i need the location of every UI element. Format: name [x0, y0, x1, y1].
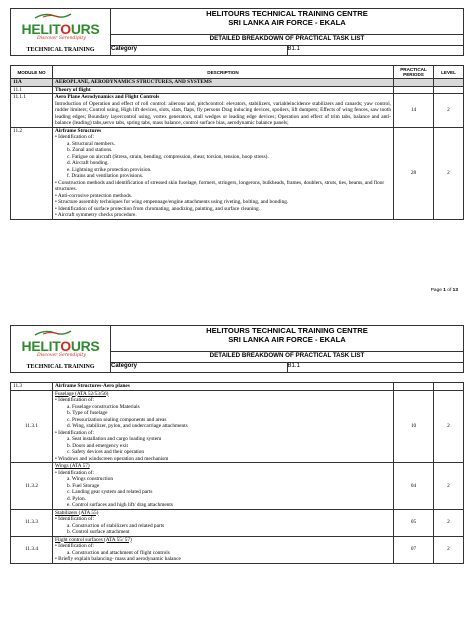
level-value: 2 — [434, 509, 464, 536]
list-item: • Briefly explain balancing- mass and aerodynamic balance — [55, 556, 181, 562]
module-no: 11.3.3 — [11, 509, 53, 536]
table-row — [11, 383, 464, 391]
list-item: • Structure assembly techniques for wing empennage/engine attachments using riveting, bolting, and bonding. — [55, 199, 289, 205]
logo-text: HELITOURS — [21, 338, 100, 354]
list-item: d. Wing, stabilizer, pylon, and undercarriage attachments — [67, 423, 188, 429]
section-no: 11A — [11, 79, 53, 87]
module-no: 11.3.4 — [11, 536, 53, 563]
periods-value: 10 — [394, 390, 434, 463]
list-item: d. Aircraft bonding. — [67, 160, 109, 166]
category-value: B1.1 — [287, 46, 464, 56]
section-row — [11, 79, 464, 87]
level-value: 2 — [434, 463, 464, 510]
page-number: Page 1 of 13 — [430, 288, 458, 293]
row-title: Airframe Structures-Aero planes — [53, 383, 394, 391]
logo-cell — [11, 9, 111, 56]
table-row — [11, 536, 464, 563]
col-level: LEVEL — [434, 66, 464, 79]
list-item: b. Control surface attachment — [67, 529, 130, 535]
list-item: a. Structural members. — [67, 140, 115, 147]
module-no: 11.3.2 — [11, 463, 53, 510]
list-item: c. Fatigue on aircraft (Stress, strain, bending, compression, shear, torsion, tension, hoop stress). — [67, 153, 269, 160]
table-row — [11, 390, 464, 463]
bird-swoosh-icon — [33, 329, 73, 337]
list-item: e. Lightning strike protection provision. — [67, 166, 152, 173]
task-table — [10, 65, 464, 220]
table-row — [11, 86, 464, 94]
training-label: TECHNICAL TRAINING — [26, 47, 95, 53]
logo-text: HELITOURS — [21, 21, 100, 37]
module-no: 11.3 — [11, 383, 53, 391]
list-item: c. Safety devices and their operation — [67, 449, 145, 455]
list-item: • Identification of: — [55, 516, 94, 522]
logo-tagline: Discover Serendipity — [37, 353, 86, 358]
header-subtitle: DETAILED BREAKDOWN OF PRACTICAL TASK LIST — [111, 352, 464, 363]
col-description: DESCRIPTION — [53, 66, 394, 79]
table-row — [11, 509, 464, 536]
col-module: MODULE NO — [11, 66, 53, 79]
category-value: B1.1 — [287, 363, 464, 373]
row-description — [53, 390, 394, 463]
list-item: • Identification of: — [55, 429, 94, 436]
row-text: Introduction of Operation and effect of roll control: ailerons and, pitchcontrol: elevators, stabilizers, variableincidence stabilizers and canards; yaw control, rudder limiters; Control using, High lift devices, slots, slats, flaps, fly persons Drag inducing devices, spoilers, lift dumpers; Effects of wing fences, saw tooth leading edges; Boundary layercontrol using, vortex generators, stall wedges or leading edge devices; Operation and effect of trim tabs, balance and anti-balance (leading) tabs,servo tabs, spring tabs, mass balance, control surface bias, aerodynamic balance panels; — [55, 100, 391, 126]
table-header-row — [11, 66, 464, 79]
periods-value: 07 — [394, 536, 434, 563]
row-description — [53, 127, 394, 219]
row-description — [53, 463, 394, 510]
list-item: a. Construction and attachment of flight controls — [67, 549, 170, 556]
header-table — [10, 325, 464, 373]
list-item: • Identification of: — [55, 397, 94, 403]
level-value: 2 — [434, 127, 464, 219]
row-description — [53, 509, 394, 536]
list-item: • Identification of surface protection from chromating, anodizing, painting, and surface cleaning. — [55, 205, 260, 212]
periods-value: 28 — [394, 127, 434, 219]
row-lines — [55, 134, 391, 219]
training-label: TECHNICAL TRAINING — [26, 364, 95, 370]
table-row — [11, 127, 464, 219]
table-row — [11, 94, 464, 128]
list-item: a. Fuselage construction Materials — [67, 403, 140, 410]
category-label: Category — [111, 46, 288, 56]
list-item: • Identification of: — [55, 543, 94, 549]
table-row — [11, 463, 464, 510]
periods-value: 04 — [394, 463, 434, 510]
row-title: Airframe Structures — [55, 127, 102, 134]
page-2 — [10, 317, 464, 564]
list-item: b. Zonal and stations. — [67, 147, 113, 153]
level-value: 2 — [434, 94, 464, 128]
level-value: 2 — [434, 536, 464, 563]
periods-value: 14 — [394, 94, 434, 128]
row-title: Flight control surfaces (ATA 55/ 57) — [55, 536, 132, 543]
list-item: • Windows and windscreen operation and mechanism — [55, 455, 169, 462]
list-item: b. Fuel Storage — [67, 482, 100, 489]
list-item: c. Pressurization sealing components and areas — [67, 416, 167, 423]
header-subtitle: DETAILED BREAKDOWN OF PRACTICAL TASK LIST — [111, 35, 464, 46]
logo-tagline: Discover Serendipity — [37, 36, 86, 41]
logo — [11, 9, 110, 45]
module-no: 11.2 — [11, 127, 53, 219]
module-no: 11.3.1 — [11, 390, 53, 463]
list-item: b. Doors and emergency exit — [67, 442, 128, 449]
task-table — [10, 382, 464, 564]
list-item: f. Drains and ventilation provisions. — [67, 173, 144, 179]
list-item: d. Pylon. — [67, 495, 86, 502]
list-item: b. Type of fuselage — [67, 410, 108, 416]
row-description — [53, 94, 394, 128]
header-table — [10, 8, 464, 56]
header-title: HELITOURS TECHNICAL TRAINING CENTRE SRI LANKA AIR FORCE - EKALA — [111, 326, 464, 352]
category-label: Category — [111, 363, 288, 373]
list-item: • Identification of: — [55, 469, 94, 476]
list-item: a. Wings construction — [67, 476, 114, 482]
periods-value: 05 — [394, 509, 434, 536]
page-1 — [10, 0, 464, 293]
row-title: Theory of flight — [53, 86, 394, 94]
row-title: Wings (ATA 57) — [55, 463, 90, 469]
bird-swoosh-icon — [33, 12, 73, 20]
module-no: 11.1 — [11, 86, 53, 94]
list-item: • Aircraft symmetry checks procedure. — [55, 212, 137, 218]
list-item: e. Control surfaces and high lift/ drag attachments — [67, 502, 173, 508]
section-title: AEROPLANE, AERODYNAMICS STRUCTURES, AND SYSTEMS — [53, 79, 394, 87]
list-item: c. Landing gear system and related parts — [67, 489, 153, 495]
logo-cell — [11, 326, 111, 373]
level-value: 2 — [434, 390, 464, 463]
list-item: a. Seat installation and cargo loading system — [67, 436, 162, 442]
module-no: 11.1.1 — [11, 94, 53, 128]
header-title: HELITOURS TECHNICAL TRAINING CENTRE SRI LANKA AIR FORCE - EKALA — [111, 9, 464, 35]
row-title: Fuselage (ATA 52/53/56) — [55, 390, 109, 397]
list-item: • Identification of: — [55, 134, 94, 140]
list-item: a. Construction of stabilizers and related parts — [67, 522, 165, 529]
logo — [11, 326, 110, 362]
list-item: • Construction methods and identification of stressed skin fuselage, formers, stringers, longerons, bulkheads, frames, doublers, struts, ties, beams, and floor structures. — [55, 179, 385, 192]
row-description — [53, 536, 394, 563]
list-item: • Anti-corrosive protection methods. — [55, 192, 133, 199]
row-title: Stabilizers (ATA 55) — [55, 509, 99, 516]
row-title: Aero Plane Aerodynamics and Flight Controls — [55, 94, 160, 100]
col-periods: PRACTICAL PERIODS — [394, 66, 434, 79]
